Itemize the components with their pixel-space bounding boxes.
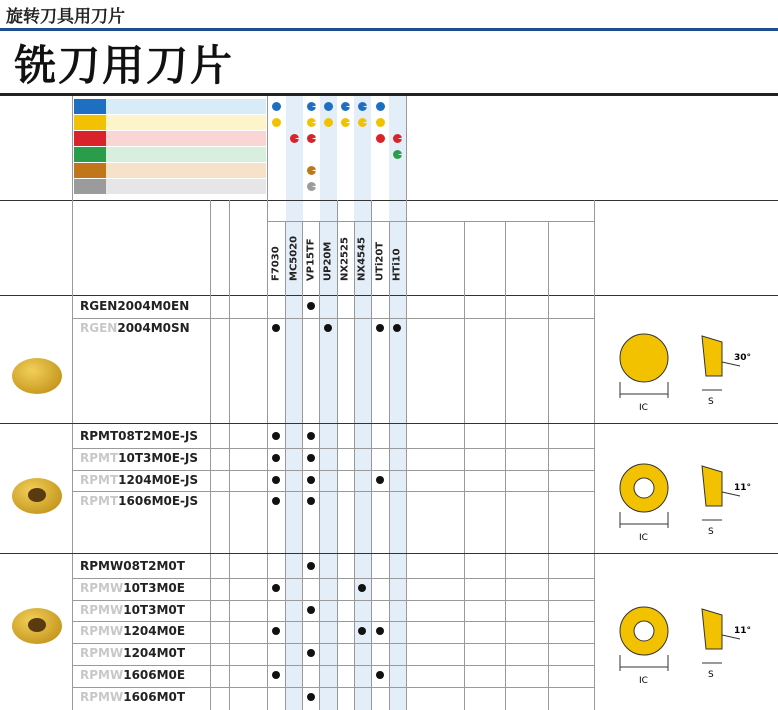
precision-cell [211, 668, 229, 682]
edge-cell [230, 624, 267, 638]
re-cell [549, 429, 594, 443]
ic-cell [410, 559, 440, 573]
model-number [80, 559, 185, 573]
re-cell [549, 690, 594, 704]
clearance-angle-label: 11° [734, 482, 752, 493]
grid-line [0, 200, 778, 201]
model-prefix: RGEN [80, 320, 118, 335]
precision-cell [211, 646, 229, 660]
material-code-n [74, 147, 106, 162]
grade-dot [376, 671, 384, 679]
grid-line [319, 221, 320, 710]
bs-cell [506, 668, 548, 682]
edge-cell [230, 451, 267, 465]
precision-cell [211, 559, 229, 573]
grid-line [337, 200, 338, 710]
grade-dot [272, 324, 280, 332]
grade-label: VP15TF [305, 238, 317, 281]
bs-cell [506, 429, 548, 443]
grid-line [72, 643, 594, 644]
grade-dot [307, 302, 315, 310]
grade-label: F7030 [270, 246, 282, 281]
page-title: 铣刀用刀片 [14, 41, 235, 90]
material-code-s [74, 163, 106, 178]
bs-cell [506, 299, 548, 313]
re-cell [549, 321, 594, 335]
grid-line [72, 491, 594, 492]
model-prefix: RPMW [80, 689, 124, 704]
grid-line [302, 221, 303, 710]
precision-cell [211, 451, 229, 465]
suitability-icon [324, 118, 333, 127]
grid-line [72, 578, 594, 579]
model-suffix: 1204M0T [123, 646, 186, 661]
bs-cell [506, 581, 548, 595]
model-suffix: RPMW08T2M0T [80, 559, 185, 573]
ic-cell [410, 603, 440, 617]
re-cell [549, 668, 594, 682]
grade-label: NX2525 [339, 237, 351, 281]
model-prefix: RPMW [80, 580, 124, 595]
re-cell [549, 624, 594, 638]
insert-outline [620, 334, 668, 382]
s-cell [470, 668, 504, 682]
model-number [80, 690, 185, 704]
insert-photo [12, 358, 62, 394]
grid-line [285, 221, 286, 710]
grade-dot [307, 432, 315, 440]
material-code-h [74, 179, 106, 194]
suitability-icon [324, 102, 333, 111]
model-number [80, 429, 198, 443]
ic-cell [410, 646, 440, 660]
grade-dot [272, 432, 280, 440]
model-suffix: 2004M0SN [117, 320, 190, 335]
model-suffix: 1204M0E [123, 624, 186, 639]
insert-shape-drawing [602, 589, 772, 689]
grid-line [72, 448, 594, 449]
model-suffix: 1204M0E-JS [118, 472, 199, 487]
model-prefix: RPMT [80, 450, 119, 465]
grid-line [389, 221, 390, 710]
ic-cell [410, 581, 440, 595]
material-code-k [74, 131, 106, 146]
model-suffix: 1606M0E [123, 668, 186, 682]
model-number [80, 451, 198, 465]
grid-line [72, 600, 594, 601]
re-cell [549, 559, 594, 573]
grid-line [464, 221, 465, 710]
re-cell [549, 646, 594, 660]
s-cell [470, 473, 504, 487]
grade-header [269, 226, 283, 292]
grade-dot [307, 476, 315, 484]
grid-line [406, 96, 407, 710]
model-number [80, 624, 185, 638]
insert-side-view [702, 336, 722, 376]
grade-dot [272, 671, 280, 679]
precision-cell [211, 603, 229, 617]
precision-cell [211, 624, 229, 638]
grade-dot [393, 324, 401, 332]
insert-hole [634, 621, 654, 641]
edge-cell [230, 429, 267, 443]
grid-line [267, 221, 594, 222]
grid-line [267, 96, 268, 710]
model-prefix: RPMT [80, 494, 119, 509]
s-cell [470, 559, 504, 573]
model-suffix: 1606M0T [123, 689, 186, 704]
category-title: 旋转刀具用刀片 [6, 7, 125, 27]
ic-cell [410, 624, 440, 638]
re-cell [549, 494, 594, 508]
insert-side-view [702, 609, 722, 649]
model-suffix: 10T3M0T [123, 602, 185, 617]
edge-cell [230, 690, 267, 704]
s-cell [470, 690, 504, 704]
model-suffix: 10T3M0E-JS [118, 450, 198, 465]
model-suffix: 1606M0E-JS [118, 494, 199, 509]
ic-cell [410, 473, 440, 487]
grade-dot [272, 476, 280, 484]
s-dim-label: S [708, 396, 714, 407]
model-prefix: RPMW [80, 624, 124, 639]
bs-cell [506, 559, 548, 573]
grid-line [0, 553, 778, 554]
ic-cell [410, 429, 440, 443]
ic-cell [410, 494, 440, 508]
grade-dot [307, 562, 315, 570]
s-cell [470, 646, 504, 660]
edge-cell [230, 494, 267, 508]
model-number [80, 603, 185, 617]
s-cell [470, 581, 504, 595]
grade-column-band [286, 96, 303, 710]
ic-dim-label: IC [639, 532, 648, 543]
material-code-m [74, 115, 106, 130]
ic-cell [410, 451, 440, 465]
re-cell [549, 581, 594, 595]
precision-cell [211, 321, 229, 335]
s-cell [470, 321, 504, 335]
re-cell [549, 473, 594, 487]
grid-line [72, 621, 594, 622]
edge-cell [230, 299, 267, 313]
grade-column-band [354, 96, 371, 710]
bs-cell [506, 624, 548, 638]
re-cell [549, 299, 594, 313]
precision-cell [211, 299, 229, 313]
model-number [80, 581, 185, 595]
model-prefix: RPMW [80, 602, 124, 617]
grid-line [371, 200, 372, 710]
grid-line [0, 423, 778, 424]
insert-shape-drawing [602, 446, 772, 546]
grade-label: UTi20T [374, 241, 386, 281]
grid-line [72, 687, 594, 688]
model-prefix: RPMT [80, 472, 119, 487]
model-number [80, 299, 189, 313]
precision-cell [211, 473, 229, 487]
grade-dot [324, 324, 332, 332]
ic-cell [410, 690, 440, 704]
s-cell [470, 299, 504, 313]
edge-cell [230, 473, 267, 487]
grade-dot [272, 454, 280, 462]
model-number [80, 668, 185, 682]
grade-header [287, 226, 301, 292]
edge-cell [230, 581, 267, 595]
s-cell [470, 494, 504, 508]
ic-cell [410, 321, 440, 335]
grid-line [72, 665, 594, 666]
suitability-icon [272, 102, 281, 111]
grid-line [72, 318, 594, 319]
top-rule [0, 28, 778, 31]
model-number [80, 473, 198, 487]
re-cell [549, 603, 594, 617]
grade-dot [307, 606, 315, 614]
bs-cell [506, 690, 548, 704]
insert-side-view [702, 466, 722, 506]
grade-dot [307, 693, 315, 701]
suitability-icon [376, 134, 385, 143]
suitability-icon [376, 102, 385, 111]
ic-dim-label: IC [639, 676, 648, 686]
bs-cell [506, 451, 548, 465]
clearance-angle-label: 30° [734, 352, 752, 363]
precision-cell [211, 494, 229, 508]
model-prefix: RPMW [80, 646, 124, 661]
s-dim-label: S [708, 670, 714, 680]
grade-header [373, 226, 387, 292]
edge-cell [230, 321, 267, 335]
grade-label: UP20M [322, 241, 334, 281]
grade-dot [376, 324, 384, 332]
grade-header [304, 226, 318, 292]
edge-cell [230, 646, 267, 660]
insert-photo-hole [28, 488, 46, 502]
s-cell [470, 451, 504, 465]
s-dim-label: S [708, 526, 714, 537]
grade-dot [358, 584, 366, 592]
s-cell [470, 603, 504, 617]
insert-hole [634, 478, 654, 498]
edge-cell [230, 668, 267, 682]
grade-dot [307, 454, 315, 462]
suitability-icon [272, 118, 281, 127]
model-number [80, 646, 185, 660]
model-suffix: RPMT08T2M0E-JS [80, 429, 198, 443]
grid-line [594, 200, 595, 710]
grid-line [72, 470, 594, 471]
grid-line [354, 221, 355, 710]
model-suffix: RGEN2004M0EN [80, 299, 190, 313]
ic-dim-label: IC [639, 402, 648, 413]
bs-cell [506, 646, 548, 660]
grade-column-band [320, 96, 337, 710]
grade-label: MC5020 [288, 235, 300, 281]
bs-cell [506, 473, 548, 487]
bs-cell [506, 603, 548, 617]
precision-cell [211, 581, 229, 595]
re-cell [549, 451, 594, 465]
grade-header [355, 226, 369, 292]
grade-header [321, 226, 335, 292]
grid-line [72, 96, 73, 710]
edge-cell [230, 559, 267, 573]
grade-dot [376, 476, 384, 484]
grade-header [338, 226, 352, 292]
insert-photo-hole [28, 618, 46, 632]
ic-cell [410, 299, 440, 313]
clearance-angle-label: 11° [734, 626, 752, 636]
grade-column-band [389, 96, 406, 710]
grade-dot [272, 584, 280, 592]
model-number [80, 494, 198, 508]
grade-label: NX4545 [356, 237, 368, 281]
grade-header [390, 226, 404, 292]
edge-cell [230, 603, 267, 617]
suitability-icon [376, 118, 385, 127]
insert-shape-drawing [602, 316, 772, 416]
bs-cell [506, 321, 548, 335]
precision-cell [211, 690, 229, 704]
bs-cell [506, 494, 548, 508]
s-cell [470, 429, 504, 443]
model-number [80, 321, 190, 335]
material-code-p [74, 99, 106, 114]
grade-label: HTi10 [391, 248, 403, 281]
precision-cell [211, 429, 229, 443]
model-prefix: RPMW [80, 668, 124, 682]
s-cell [470, 624, 504, 638]
model-suffix: 10T3M0E [123, 580, 185, 595]
ic-cell [410, 668, 440, 682]
